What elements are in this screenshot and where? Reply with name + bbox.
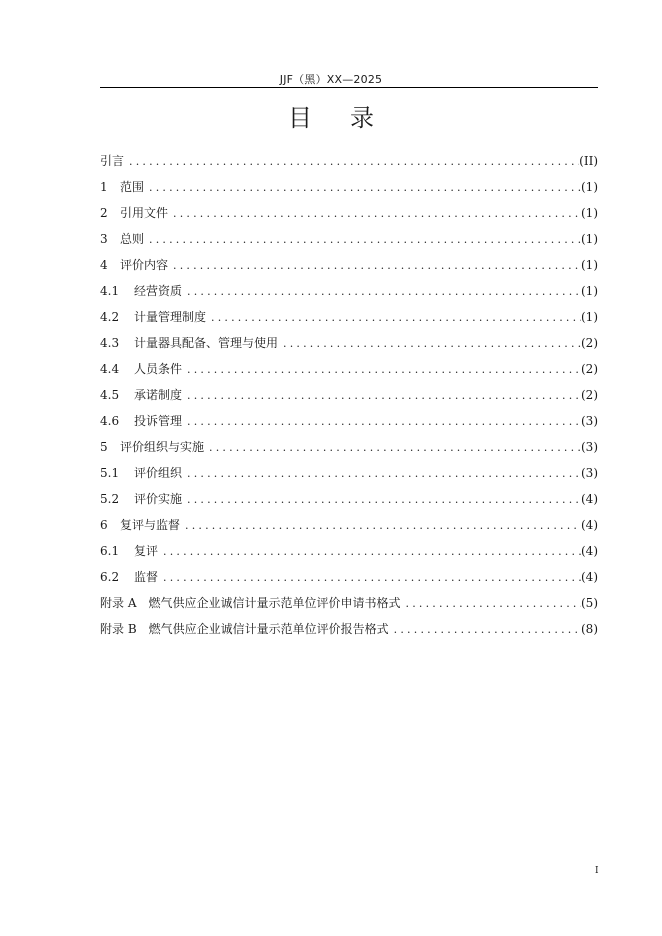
toc-entry-6[interactable] [100,512,598,538]
toc-entry-page: (II) [579,154,598,168]
toc-entry-number: 4.3 [100,336,120,350]
toc-entry-page: (1) [581,206,598,220]
toc-entry-page: (3) [581,440,598,454]
toc-entry-label: 复评 [134,544,159,558]
toc-entry-number: 2 [100,206,108,220]
toc-entry-page: (4) [581,570,598,584]
toc-leader-dots [280,331,581,357]
toc-entry-page: (1) [581,232,598,246]
toc-entry-number: 5 [100,440,108,454]
toc-entry-4-6[interactable] [100,408,598,434]
toc-entry-page: (8) [581,622,598,636]
toc-entry-number: 1 [100,180,108,194]
toc-entry-preface[interactable] [100,148,598,174]
toc-entry-number: 6.2 [100,570,120,584]
toc-entry-label: 计量管理制度 [134,310,207,324]
toc-entry-4-5[interactable] [100,382,598,408]
toc-leader-dots [182,513,581,539]
toc-entry-number: 6.1 [100,544,120,558]
toc-entry-number: 4.2 [100,310,120,324]
toc-entry-5-2[interactable] [100,486,598,512]
toc-entry-label: 燃气供应企业诚信计量示范单位评价申请书格式 [148,596,401,610]
toc-entry-number: 4.1 [100,284,120,298]
toc-leader-dots [184,461,581,487]
toc-list [100,148,598,642]
toc-entry-label: 监督 [134,570,159,584]
toc-entry-page: (4) [581,492,598,506]
toc-entry-label: 评价实施 [134,492,183,506]
toc-entry-2[interactable] [100,200,598,226]
toc-entry-1[interactable] [100,174,598,200]
toc-entry-4[interactable] [100,252,598,278]
toc-leader-dots [184,383,581,409]
toc-leader-dots [170,253,581,279]
toc-entry-4-2[interactable] [100,304,598,330]
toc-entry-label: 燃气供应企业诚信计量示范单位评价报告格式 [148,622,389,636]
toc-entry-5-1[interactable] [100,460,598,486]
toc-leader-dots [146,175,581,201]
toc-leader-dots [208,305,581,331]
toc-entry-label: 投诉管理 [134,414,183,428]
toc-title-left: 目 [288,104,312,132]
toc-entry-number: 4.6 [100,414,120,428]
toc-entry-3[interactable] [100,226,598,252]
toc-leader-dots [146,227,581,253]
toc-leader-dots [160,539,581,565]
toc-leader-dots [170,201,581,227]
toc-entry-page: (1) [581,310,598,324]
toc-entry-4-4[interactable] [100,356,598,382]
toc-entry-label: 范围 [120,180,145,194]
toc-entry-number: 3 [100,232,108,246]
toc-entry-5[interactable] [100,434,598,460]
document-code-header: JJF（黑）XX—2025 [279,73,383,86]
toc-entry-label: 引用文件 [120,206,169,220]
toc-leader-dots [184,279,581,305]
toc-entry-appendix-b[interactable] [100,616,598,642]
toc-entry-label: 人员条件 [134,362,183,376]
toc-entry-page: (5) [581,596,598,610]
toc-entry-page: (4) [581,544,598,558]
toc-entry-appendix-a[interactable] [100,590,598,616]
toc-leader-dots [403,591,582,617]
toc-leader-dots [391,617,581,643]
toc-entry-label: 复评与监督 [120,518,181,532]
toc-entry-page: (1) [581,284,598,298]
toc-leader-dots [160,565,581,591]
toc-entry-label: 总则 [120,232,145,246]
toc-entry-number: 附录 B [100,622,137,636]
toc-entry-page: (2) [581,388,598,402]
toc-entry-page: (2) [581,362,598,376]
toc-entry-page: (1) [581,258,598,272]
toc-entry-label: 计量器具配备、管理与使用 [134,336,279,350]
toc-entry-label: 评价组织 [134,466,183,480]
toc-entry-number: 4.5 [100,388,120,402]
toc-entry-page: (2) [581,336,598,350]
toc-entry-4-1[interactable] [100,278,598,304]
toc-entry-page: (4) [581,518,598,532]
toc-entry-number: 4 [100,258,108,272]
toc-leader-dots [126,149,579,175]
toc-entry-6-1[interactable] [100,538,598,564]
toc-title-right: 录 [350,104,374,132]
toc-entry-label: 承诺制度 [134,388,183,402]
toc-title [0,98,662,133]
toc-entry-4-3[interactable] [100,330,598,356]
toc-entry-number: 6 [100,518,108,532]
toc-leader-dots [184,357,581,383]
toc-entry-6-2[interactable] [100,564,598,590]
toc-entry-label: 评价内容 [120,258,169,272]
toc-entry-number: 5.1 [100,466,120,480]
header-rule [100,87,598,88]
toc-entry-label: 评价组织与实施 [120,440,205,454]
toc-entry-page: (3) [581,466,598,480]
toc-entry-page: (1) [581,180,598,194]
toc-entry-number: 4.4 [100,362,120,376]
toc-entry-number: 5.2 [100,492,120,506]
toc-entry-page: (3) [581,414,598,428]
toc-leader-dots [184,487,581,513]
toc-entry-label: 经营资质 [134,284,183,298]
toc-leader-dots [206,435,581,461]
page-number: I [595,866,599,876]
toc-leader-dots [184,409,581,435]
toc-entry-number: 附录 A [100,596,137,610]
toc-entry-label: 引言 [100,154,125,168]
